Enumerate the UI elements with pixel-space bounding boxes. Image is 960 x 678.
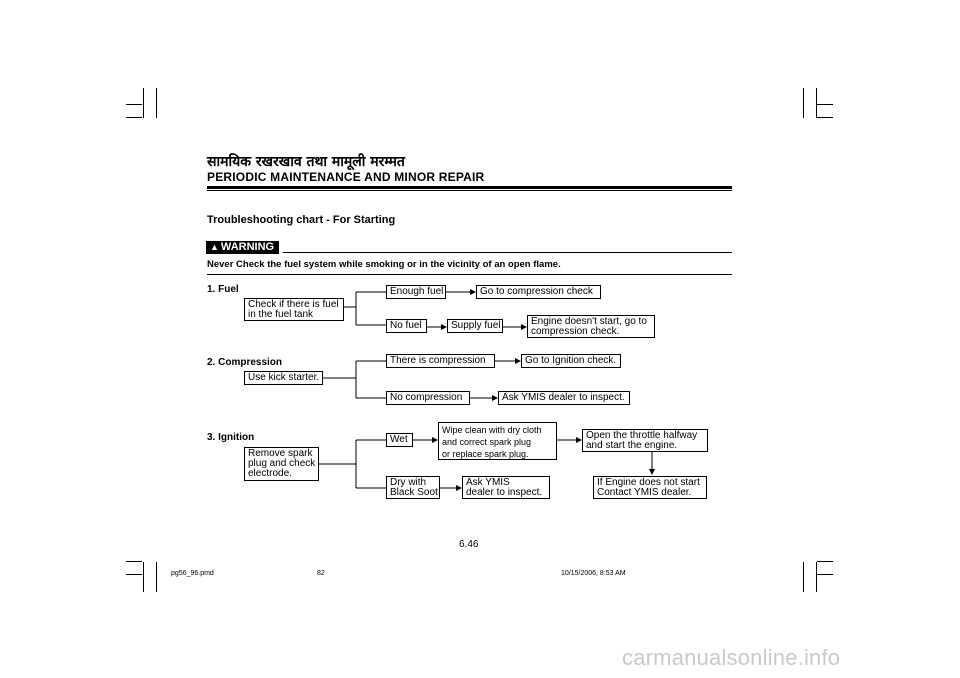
fuel-check-line1: Check if there is fuel — [248, 299, 339, 310]
if-engine-line2: Contact YMIS dealer. — [597, 487, 692, 498]
section-label-fuel: 1. Fuel — [207, 284, 239, 295]
use-kick-starter-box: Use kick starter. — [244, 371, 323, 385]
footer-date: 10/15/2006, 8:53 AM — [561, 570, 626, 577]
go-to-ignition-box: Go to Ignition check. — [521, 354, 621, 368]
no-fuel-box: No fuel — [386, 319, 427, 333]
wipe-clean-line2: and correct spark plug — [442, 437, 532, 447]
no-compression-box: No compression — [386, 391, 470, 405]
footer-page: 82 — [317, 570, 325, 577]
hindi-title: सामयिक रखरखाव तथा मामूली मरम्मत — [207, 154, 405, 170]
wipe-clean-line3: or replace spark plug. — [442, 449, 529, 459]
open-throttle-line1: Open the throttle halfway — [586, 430, 698, 441]
warning-triangle-icon: ▲ — [210, 242, 219, 252]
open-throttle-box — [582, 429, 708, 452]
dry-black-soot-line1: Dry with — [390, 477, 427, 488]
if-engine-line1: If Engine does not start — [597, 477, 700, 488]
page-title: PERIODIC MAINTENANCE AND MINOR REPAIR — [207, 170, 485, 184]
dry-black-soot-line2: Black Soot — [390, 487, 438, 498]
fuel-check-line2: in the fuel tank — [248, 309, 314, 320]
dry-black-soot-box — [386, 476, 440, 499]
engine-doesnt-start-box — [527, 315, 655, 338]
engine-doesnt-start-line1: Engine doesn't start, go to — [531, 316, 647, 327]
remove-spark-plug-line1: Remove spark — [248, 448, 313, 459]
wipe-clean-line1: Wipe clean with dry cloth — [442, 425, 542, 435]
remove-spark-plug-line2: plug and check — [248, 458, 316, 469]
engine-doesnt-start-line2: compression check. — [531, 326, 620, 337]
supply-fuel-box: Supply fuel — [447, 319, 503, 333]
enough-fuel-box: Enough fuel — [386, 285, 446, 299]
ask-ymis-inspect-box — [462, 476, 550, 499]
wipe-clean-box — [438, 422, 557, 460]
go-to-compression-box: Go to compression check — [476, 285, 601, 299]
wet-box: Wet — [386, 433, 413, 447]
if-engine-box — [593, 476, 707, 499]
footer-filename: pg56_96.pmd — [171, 570, 214, 577]
fuel-check-box — [244, 298, 344, 321]
chart-title: Troubleshooting chart - For Starting — [207, 214, 396, 226]
ask-ymis-inspect-line2: dealer to inspect. — [466, 487, 543, 498]
open-throttle-line2: and start the engine. — [586, 440, 678, 451]
watermark: carmanualsonline.info — [622, 645, 841, 670]
warning-badge-label: WARNING — [220, 241, 275, 253]
there-is-compression-box: There is compression — [386, 354, 495, 368]
ask-ymis-inspect-line1: Ask YMIS — [466, 477, 510, 488]
remove-spark-plug-line3: electrode. — [248, 468, 292, 479]
section-label-compression: 2. Compression — [207, 357, 283, 368]
warning-text: Never Check the fuel system while smoking or in the vicinity of an open flame. — [207, 259, 561, 270]
remove-spark-plug-box — [244, 447, 319, 481]
section-label-ignition: 3. Ignition — [207, 432, 255, 443]
ask-ymis-dealer-box: Ask YMIS dealer to inspect. — [498, 391, 630, 405]
page-number: 6.46 — [459, 539, 479, 550]
